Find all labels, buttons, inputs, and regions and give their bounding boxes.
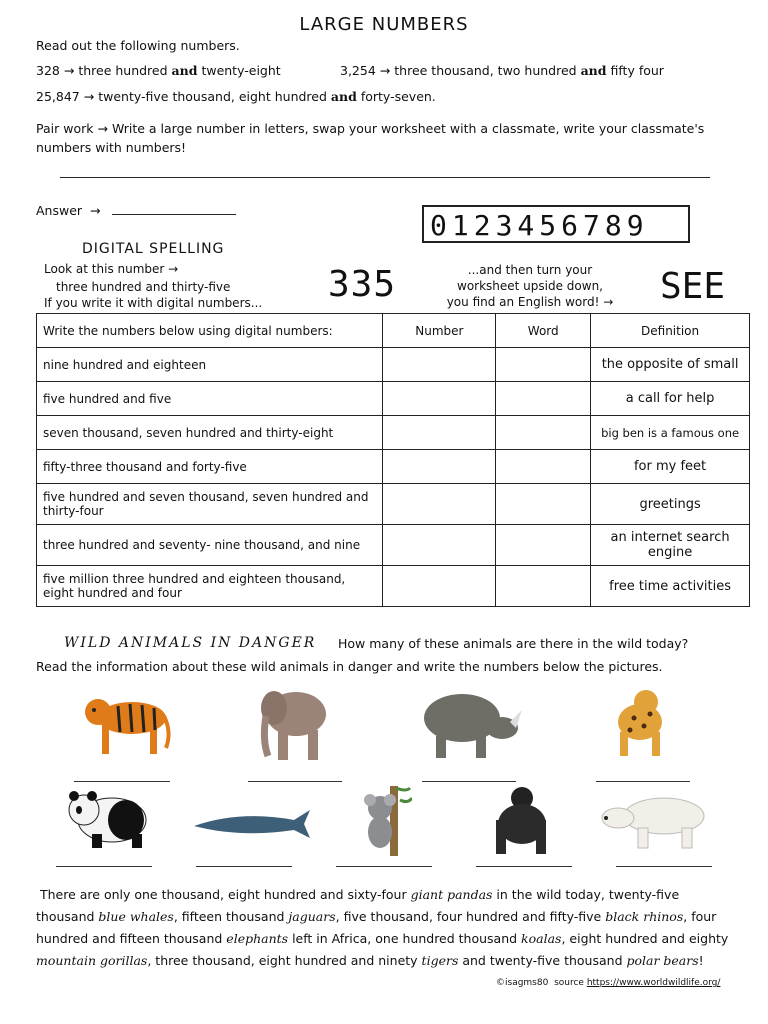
rhino-answer-line[interactable]: [422, 781, 516, 782]
number-cell[interactable]: [383, 450, 496, 484]
row-definition: the opposite of small: [591, 348, 750, 382]
digital-spelling-line3: If you write it with digital numbers...: [44, 296, 263, 310]
panda-answer-line[interactable]: [56, 866, 152, 867]
wild-animals-title: WILD ANIMALS IN DANGER: [64, 635, 317, 651]
table-row: [37, 566, 750, 607]
koala-answer-line[interactable]: [336, 866, 432, 867]
worksheet-table: [36, 313, 750, 607]
animals-paragraph: There are only one thousand, eight hundred and sixty-four giant pandas in the wild today, twenty-five thousand blue whales, fifteen thousand jaguars, five thousand, four hundred and fifty-five black rhinos, four hundred and fifteen thousand elephants left in Africa, one hundred thousand koalas, eight hundred and eighty mountain gorillas, three thousand, eight hundred and ninety tigers and twenty-five thousand polar bears!: [36, 887, 729, 968]
word-cell[interactable]: [496, 416, 591, 450]
digital-spelling-heading: DIGITAL SPELLING: [82, 241, 225, 257]
table-header-row: [37, 314, 750, 348]
number-cell[interactable]: [383, 484, 496, 525]
word-cell[interactable]: [496, 566, 591, 607]
jaguar-answer-line[interactable]: [596, 781, 690, 782]
row-text: three hundred and seventy- nine thousand, and nine: [37, 525, 383, 566]
word-cell[interactable]: [496, 484, 591, 525]
row-definition: free time activities: [591, 566, 750, 607]
panda-picture: [62, 786, 150, 852]
whale-answer-line[interactable]: [196, 866, 292, 867]
row-text: five hundred and five: [37, 382, 383, 416]
word-cell[interactable]: [496, 348, 591, 382]
row-text: nine hundred and eighteen: [37, 348, 383, 382]
row-text: seven thousand, seven hundred and thirty-eight: [37, 416, 383, 450]
blue-whale-picture: [190, 804, 314, 844]
header-definition: Definition: [591, 314, 750, 348]
intro-text: Read out the following numbers.: [36, 38, 240, 53]
header-instruction: Write the numbers below using digital numbers:: [37, 314, 383, 348]
digital-spelling-line1: Look at this number →: [44, 262, 179, 276]
gorilla-picture: [486, 784, 556, 856]
example-3: 25,847 → twenty-five thousand, eight hundred and forty-seven.: [36, 89, 436, 104]
digital-number-335: 335: [328, 264, 397, 305]
header-word: Word: [496, 314, 591, 348]
table-row: [37, 450, 750, 484]
polar-bear-picture: [600, 788, 718, 852]
word-cell[interactable]: [496, 525, 591, 566]
wild-instruction: Read the information about these wild animals in danger and write the numbers below the pictures.: [36, 659, 663, 674]
table-row: [37, 382, 750, 416]
digital-digits: 0123456789: [430, 209, 649, 242]
row-definition: for my feet: [591, 450, 750, 484]
row-definition: an internet search engine: [591, 525, 750, 566]
answer-input-line[interactable]: [112, 214, 236, 215]
table-row: [37, 348, 750, 382]
rhino-picture: [414, 684, 524, 764]
digital-word-see: SEE: [660, 266, 726, 307]
digital-spelling-line2: three hundred and thirty-five: [56, 280, 231, 294]
elephant-picture: [254, 680, 334, 766]
number-cell[interactable]: [383, 525, 496, 566]
tiger-answer-line[interactable]: [74, 781, 170, 782]
row-definition: greetings: [591, 484, 750, 525]
jaguar-picture: [604, 684, 676, 760]
example-1: 328 → three hundred and twenty-eight: [36, 63, 281, 78]
turn-instructions: ...and then turn your worksheet upside down, you find an English word! →: [446, 263, 614, 309]
footer-credit: ©isagms80 source https://www.worldwildlife.org/: [496, 978, 721, 988]
example-2: 3,254 → three thousand, two hundred and fifty four: [340, 63, 664, 78]
answer-label: Answer →: [36, 203, 101, 218]
row-definition: big ben is a famous one: [591, 416, 750, 450]
number-cell[interactable]: [383, 348, 496, 382]
polar-bear-answer-line[interactable]: [616, 866, 712, 867]
wild-question: How many of these animals are there in the wild today?: [338, 636, 689, 651]
digital-digits-box: [422, 205, 690, 243]
elephant-answer-line[interactable]: [248, 781, 342, 782]
row-text: five million three hundred and eighteen thousand, eight hundred and four: [37, 566, 383, 607]
page-title: LARGE NUMBERS: [299, 14, 469, 35]
table-row: [37, 525, 750, 566]
pairwork-instructions: Pair work → Write a large number in letters, swap your worksheet with a classmate, write your classmate's numbers with numbers!: [36, 121, 705, 155]
divider: [60, 177, 710, 178]
word-cell[interactable]: [496, 382, 591, 416]
number-cell[interactable]: [383, 566, 496, 607]
source-link[interactable]: https://www.worldwildlife.org/: [586, 978, 721, 988]
table-row: [37, 416, 750, 450]
koala-picture: [356, 786, 412, 856]
row-text: fifty-three thousand and forty-five: [37, 450, 383, 484]
number-cell[interactable]: [383, 382, 496, 416]
gorilla-answer-line[interactable]: [476, 866, 572, 867]
word-cell[interactable]: [496, 450, 591, 484]
header-number: Number: [383, 314, 496, 348]
row-definition: a call for help: [591, 382, 750, 416]
number-cell[interactable]: [383, 416, 496, 450]
tiger-picture: [80, 682, 174, 762]
table-row: [37, 484, 750, 525]
row-text: five hundred and seven thousand, seven hundred and thirty-four: [37, 484, 383, 525]
